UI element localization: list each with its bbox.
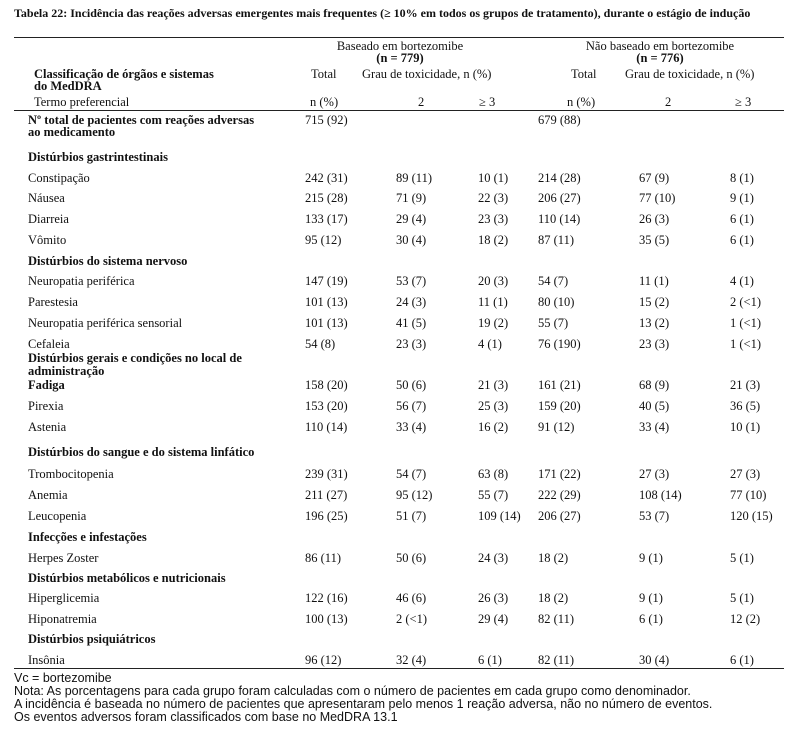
cell-bz-total: 158 (20) [305,378,348,392]
term-label: Herpes Zoster [28,551,99,565]
cell-nbz-grade2: 27 (3) [639,467,670,481]
cell-nbz-grade2: 9 (1) [639,551,663,565]
cell-nbz-grade3: 5 (1) [730,591,754,605]
cell-nbz-grade2: 40 (5) [639,399,670,413]
category-label: Infecções e infestações [28,530,147,544]
cell-nbz-grade3: 6 (1) [730,212,754,226]
cell-nbz-grade3: 77 (10) [730,488,767,502]
cell-nbz-grade2: 33 (4) [639,420,670,434]
table-row [0,467,800,487]
cell-nbz-total: 54 (7) [538,274,569,288]
table-row [0,316,800,336]
cell-nbz-total: 161 (21) [538,378,581,392]
cell-nbz-total: 206 (27) [538,509,581,523]
term-label: Parestesia [28,295,78,309]
category-row [0,632,800,652]
cell-bz-grade3: 11 (1) [478,295,508,309]
cell-bz-total: 101 (13) [305,295,348,309]
table-row [0,233,800,253]
table-row [0,509,800,529]
cell-nbz-grade3: 21 (3) [730,378,761,392]
cell-nbz-total: 159 (20) [538,399,581,413]
cell-nbz-grade3: 4 (1) [730,274,754,288]
cell-nbz-grade3: 6 (1) [730,653,754,667]
total-header-non-bortezomib: Total [571,67,597,81]
cell-nbz-grade3: 1 (<1) [730,337,761,351]
cell-nbz-grade3: 9 (1) [730,191,754,205]
term-label: Neuropatia periférica sensorial [28,316,183,330]
group-non-bortezomib-header: Não baseado em bortezomibe [585,39,735,53]
cell-bz-total: 110 (14) [305,420,348,434]
group-non-bortezomib-n: (n = 776) [636,51,684,65]
soc-header-line1: Classificação de órgãos e sistemas [34,67,214,81]
cell-bz-grade2: 30 (4) [396,233,427,247]
cell-bz-grade3: 23 (3) [478,212,509,226]
cell-nbz-total: 206 (27) [538,191,581,205]
preferred-term-header: Termo preferencial [34,95,130,109]
category-label-line2: administração [28,364,105,378]
term-label: Astenia [28,420,67,434]
group-bortezomib-header: Baseado em bortezomibe [336,39,464,53]
cell-bz-total: 242 (31) [305,171,348,185]
cell-bz-grade2: 33 (4) [396,420,427,434]
category-label: Distúrbios metabólicos e nutricionais [28,571,226,585]
cell-bz-grade2: 89 (11) [396,171,432,185]
cell-nbz-total: 91 (12) [538,420,575,434]
cell-nbz-grade3: 27 (3) [730,467,761,481]
cell-nbz-grade3: 1 (<1) [730,316,761,330]
cell-bz-grade2: 23 (3) [396,337,427,351]
table-row [0,274,800,294]
soc-header-line2: do MedDRA [34,79,102,93]
grade-header-bortezomib: Grau de toxicidade, n (%) [362,67,492,81]
term-label: Neuropatia periférica [28,274,135,288]
cell-nbz-grade2: 23 (3) [639,337,670,351]
cell-nbz-grade3: 2 (<1) [730,295,761,309]
total-header-bortezomib: Total [311,67,337,81]
cell-bz-total: 147 (19) [305,274,348,288]
cell-nbz-total: 80 (10) [538,295,575,309]
cell-bz-grade2: 56 (7) [396,399,427,413]
cell-bz-total: 239 (31) [305,467,348,481]
cell-bz-grade2: 46 (6) [396,591,427,605]
category-row [0,254,800,274]
grade2-header-bortezomib: 2 [418,95,425,109]
cell-nbz-grade2: 67 (9) [639,171,670,185]
cell-nbz-total: 82 (11) [538,653,574,667]
cell-bz-total: 86 (11) [305,551,341,565]
category-row [0,150,800,170]
cell-nbz-total: 110 (14) [538,212,581,226]
cell-nbz-grade3: 120 (15) [730,509,773,523]
category-row [0,571,800,591]
header-bottom-rule [14,110,784,111]
cell-nbz-grade3: 12 (2) [730,612,761,626]
table-row [0,191,800,211]
footnote-abbreviation: Vc = bortezomibe [14,671,112,685]
term-label: Diarreia [28,212,69,226]
table-title: Tabela 22: Incidência das reações adversas emergentes mais frequentes (≥ 10% em todos os grupos de tratamento), durante o estágio de indução [14,6,751,20]
cell-bz-grade3: 22 (3) [478,191,509,205]
grade-header-non-bortezomib: Grau de toxicidade, n (%) [625,67,755,81]
total-patients-non-bortezomib: 679 (88) [538,113,581,127]
term-label: Trombocitopenia [28,467,114,481]
cell-bz-total: 133 (17) [305,212,348,226]
grade3-header-bortezomib: ≥ 3 [479,95,496,109]
footnote-incidence: A incidência é baseada no número de pacientes que apresentaram pelo menos 1 reação adversa, não no número de eventos. [14,697,713,711]
cell-bz-grade3: 4 (1) [478,337,502,351]
cell-bz-grade3: 6 (1) [478,653,502,667]
cell-nbz-grade2: 108 (14) [639,488,682,502]
term-label: Constipação [28,171,90,185]
cell-nbz-total: 82 (11) [538,612,574,626]
category-row [0,351,800,378]
cell-nbz-total: 76 (190) [538,337,581,351]
term-label: Fadiga [28,378,65,392]
category-label: Distúrbios psiquiátricos [28,632,156,646]
term-label: Vômito [28,233,67,247]
term-label: Náusea [28,191,65,205]
cell-bz-total: 96 (12) [305,653,342,667]
table-row [0,212,800,232]
total-patients-label-line1: Nº total de pacientes com reações adversas [28,113,255,127]
term-label: Insônia [28,653,65,667]
cell-bz-grade3: 29 (4) [478,612,509,626]
term-label: Hiperglicemia [28,591,100,605]
total-patients-label-line2: ao medicamento [28,125,116,139]
cell-nbz-total: 214 (28) [538,171,581,185]
group-bortezomib-n: (n = 779) [376,51,424,65]
cell-bz-grade3: 55 (7) [478,488,509,502]
table-row [0,551,800,571]
term-label: Cefaleia [28,337,70,351]
table-bottom-rule [14,668,784,669]
cell-bz-total: 122 (16) [305,591,348,605]
cell-bz-grade2: 53 (7) [396,274,427,288]
cell-bz-grade2: 50 (6) [396,551,427,565]
cell-bz-total: 153 (20) [305,399,348,413]
total-patients-bortezomib: 715 (92) [305,113,348,127]
term-label: Pirexia [28,399,64,413]
cell-bz-total: 211 (27) [305,488,348,502]
cell-nbz-total: 222 (29) [538,488,581,502]
cell-nbz-grade2: 13 (2) [639,316,670,330]
cell-nbz-total: 18 (2) [538,551,569,565]
grade2-header-non-bortezomib: 2 [665,95,672,109]
category-row [0,445,800,465]
term-label: Anemia [28,488,68,502]
cell-bz-grade2: 54 (7) [396,467,427,481]
cell-nbz-grade2: 6 (1) [639,612,663,626]
cell-nbz-grade2: 30 (4) [639,653,670,667]
category-label: Distúrbios do sistema nervoso [28,254,188,268]
table-row [0,378,800,398]
cell-bz-grade2: 24 (3) [396,295,427,309]
table-row [0,488,800,508]
cell-nbz-grade2: 15 (2) [639,295,670,309]
cell-bz-grade2: 41 (5) [396,316,427,330]
table-row [0,653,800,673]
cell-bz-total: 196 (25) [305,509,348,523]
cell-nbz-grade3: 36 (5) [730,399,761,413]
footnote-meddra: Os eventos adversos foram classificados com base no MedDRA 13.1 [14,710,398,724]
header-top-rule [14,37,784,38]
cell-nbz-grade3: 10 (1) [730,420,761,434]
cell-bz-grade3: 25 (3) [478,399,509,413]
cell-bz-grade2: 71 (9) [396,191,427,205]
cell-nbz-grade2: 77 (10) [639,191,676,205]
cell-bz-grade2: 50 (6) [396,378,427,392]
footnote-note: Nota: As porcentagens para cada grupo foram calculadas com o número de pacientes em cada grupo como denominador. [14,684,691,698]
cell-bz-grade3: 10 (1) [478,171,509,185]
cell-bz-grade3: 19 (2) [478,316,509,330]
category-label: Distúrbios gerais e condições no local de [28,351,242,365]
cell-bz-grade3: 109 (14) [478,509,521,523]
cell-bz-grade2: 2 (<1) [396,612,427,626]
table-row [0,420,800,440]
cell-bz-grade2: 29 (4) [396,212,427,226]
cell-bz-grade3: 21 (3) [478,378,509,392]
table-row [0,612,800,632]
cell-nbz-total: 87 (11) [538,233,574,247]
cell-bz-total: 215 (28) [305,191,348,205]
cell-nbz-total: 18 (2) [538,591,569,605]
cell-bz-total: 100 (13) [305,612,348,626]
cell-nbz-grade3: 6 (1) [730,233,754,247]
cell-nbz-total: 55 (7) [538,316,569,330]
cell-nbz-grade2: 53 (7) [639,509,670,523]
cell-bz-grade3: 16 (2) [478,420,509,434]
table-row [0,591,800,611]
cell-bz-grade3: 63 (8) [478,467,509,481]
cell-bz-grade3: 18 (2) [478,233,509,247]
npct-header-bortezomib: n (%) [310,95,339,109]
cell-bz-total: 101 (13) [305,316,348,330]
cell-bz-grade3: 24 (3) [478,551,509,565]
category-row [0,530,800,550]
term-label: Hiponatremia [28,612,97,626]
cell-bz-grade3: 20 (3) [478,274,509,288]
cell-nbz-grade2: 9 (1) [639,591,663,605]
grade3-header-non-bortezomib: ≥ 3 [735,95,752,109]
table-row [0,295,800,315]
cell-nbz-grade2: 11 (1) [639,274,669,288]
term-label: Leucopenia [28,509,87,523]
cell-bz-grade2: 95 (12) [396,488,433,502]
cell-nbz-total: 171 (22) [538,467,581,481]
cell-bz-total: 95 (12) [305,233,342,247]
table-row [0,171,800,191]
category-label: Distúrbios do sangue e do sistema linfático [28,445,255,459]
cell-nbz-grade2: 68 (9) [639,378,670,392]
cell-nbz-grade3: 5 (1) [730,551,754,565]
cell-nbz-grade2: 35 (5) [639,233,670,247]
table-row [0,399,800,419]
cell-nbz-grade2: 26 (3) [639,212,670,226]
cell-bz-grade2: 32 (4) [396,653,427,667]
cell-bz-grade3: 26 (3) [478,591,509,605]
cell-bz-grade2: 51 (7) [396,509,427,523]
category-label: Distúrbios gastrintestinais [28,150,168,164]
npct-header-non-bortezomib: n (%) [567,95,596,109]
cell-nbz-grade3: 8 (1) [730,171,754,185]
cell-bz-total: 54 (8) [305,337,336,351]
